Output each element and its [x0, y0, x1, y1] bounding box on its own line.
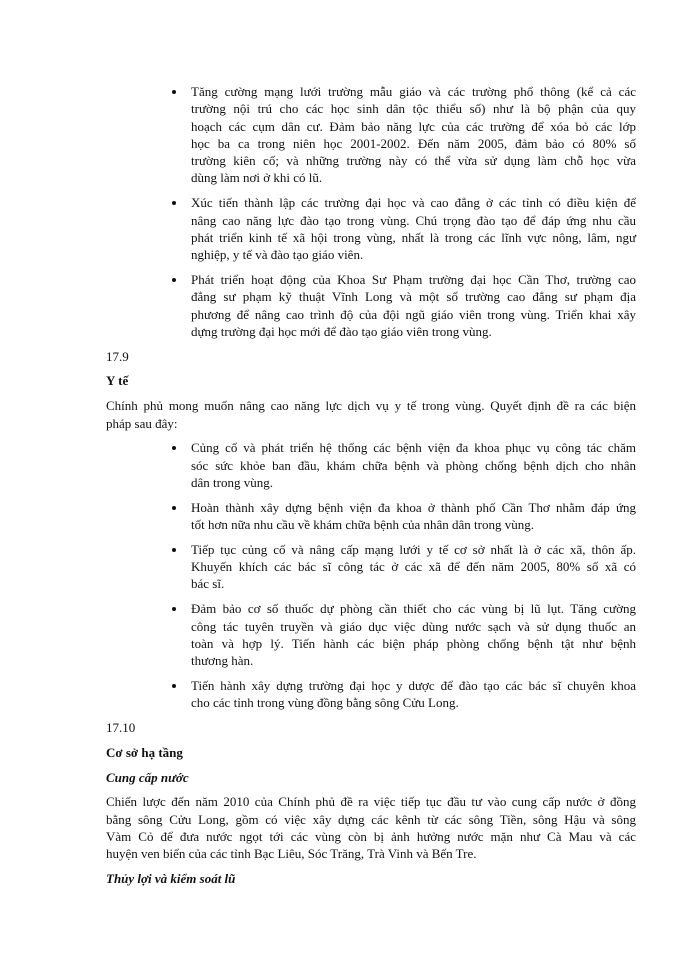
text-line: cho các tỉnh trong vùng đồng bằng sông Cửu Long. [191, 695, 459, 711]
text-line: trường kiên cố; và những trường này có thể vừa sử dụng làm chỗ học vừa [191, 153, 636, 169]
subheading [106, 769, 636, 786]
text-line: đẳng sư phạm kỹ thuật Vĩnh Long và một số trường cao đẳng sư phạm địa [191, 289, 636, 305]
bullet-item [191, 677, 636, 712]
text-line: 17.10 [106, 720, 136, 735]
text-line: Chính phủ mong muốn nâng cao năng lực dịch vụ y tế trong vùng. Quyết định đề ra các biện [106, 398, 636, 414]
text-line: nâng cao năng lực đào tạo trong vùng. Chú trọng đào tạo để đáp ứng nhu cầu [191, 212, 636, 228]
text-line: Khuyến khích các bác sĩ công tác ở các xã để đến năm 2005, 80% số xã có [191, 559, 636, 575]
text-line: hoạch các cụm dân cư. Đảm bảo năng lực của các trường để xóa bỏ các lớp [191, 118, 636, 134]
text-line: sóc sức khỏe ban đầu, khám chữa bệnh và phòng chống bệnh dịch cho nhân [191, 457, 636, 473]
text-line: dựng trường đại học mới để đào tạo giáo viên trong vùng. [191, 323, 492, 339]
bullet-item [191, 194, 636, 263]
text-line: toàn và hợp lý. Tiến hành các biện pháp phòng chống bệnh tật như bệnh [191, 635, 636, 651]
text-line: huyện ven biển của các tỉnh Bạc Liêu, Sóc Trăng, Trà Vinh và Bến Tre. [106, 846, 477, 862]
section-number [106, 719, 636, 736]
text-line: Tiếp tục củng cố và nâng cấp mạng lưới y tế cơ sở nhất là ở các xã, thôn ấp. [191, 541, 636, 557]
bullet-item [191, 439, 636, 491]
text-line: dân trong vùng. [191, 474, 273, 490]
text-line: bằng sông Cửu Long, gồm có việc xây dựng các kênh từ các sông Tiền, sông Hậu và sông [106, 811, 636, 827]
text-line: học ba ca trong niên học 2001-2002. Đến năm 2005, đảm bảo có 80% số [191, 135, 636, 151]
bullet-icon [172, 90, 176, 94]
text-line: Thủy lợi và kiểm soát lũ [106, 871, 236, 887]
bullet-icon [172, 278, 176, 282]
text-line: Hoàn thành xây dựng bệnh viện đa khoa ở thành phố Cần Thơ nhằm đáp ứng [191, 499, 636, 515]
text-line: thương hàn. [191, 653, 254, 669]
bullet-icon [172, 446, 176, 450]
text-line: phương để nâng cao trình độ của đội ngũ giáo viên trong vùng. Triển khai xây [191, 306, 636, 322]
bullet-icon [172, 548, 176, 552]
document-page [106, 83, 636, 895]
subheading [106, 870, 636, 887]
text-line: Đảm bảo cơ số thuốc dự phòng cần thiết cho các vùng bị lũ lụt. Tăng cường [191, 601, 636, 617]
bullet-item [191, 83, 636, 187]
text-line: Cơ sở hạ tầng [106, 744, 183, 760]
paragraph [106, 397, 636, 432]
text-line: pháp sau đây: [106, 415, 178, 431]
text-line: Tăng cường mạng lưới trường mẫu giáo và các trường phổ thông (kể cả các [191, 84, 636, 99]
text-line: công tác tuyên truyền và giáo dục việc dùng nước sạch và sử dụng thuốc an [191, 618, 636, 634]
text-line: Phát triển hoạt động của Khoa Sư Phạm trường đại học Cần Thơ, trường cao [191, 271, 636, 287]
text-line: 17.9 [106, 348, 129, 364]
paragraph [106, 793, 636, 862]
text-line: trường nội trú cho các học sinh dân tộc thiểu số) như là bộ phận của quy [191, 101, 636, 117]
heading [106, 372, 636, 389]
text-line: Y tế [106, 373, 129, 389]
bullet-icon [172, 201, 176, 205]
bullet-icon [172, 684, 176, 688]
text-line: Vàm Cỏ để đưa nước ngọt tới các vùng còn bị ảnh hưởng nước mặn như Cà Mau và các [106, 828, 636, 844]
bullet-item [191, 600, 636, 669]
heading [106, 744, 636, 761]
bullet-item [191, 499, 636, 534]
section-number [106, 348, 636, 365]
text-line: Cung cấp nước [106, 769, 189, 785]
text-line: bác sĩ. [191, 576, 225, 592]
text-line: Củng cố và phát triển hệ thống các bệnh viện đa khoa phục vụ công tác chăm [191, 440, 636, 456]
text-line: nghiệp, y tế và đào tạo giáo viên. [191, 247, 364, 263]
bullet-item [191, 271, 636, 340]
bullet-item [191, 541, 636, 593]
text-line: dùng làm nơi ở khi có lũ. [191, 170, 323, 186]
text-line: tốt hơn nữa nhu cầu về khám chữa bệnh của nhân dân trong vùng. [191, 517, 534, 533]
text-line: Chiến lược đến năm 2010 của Chính phủ đề ra việc tiếp tục đầu tư vào cung cấp nước ở đồng [106, 794, 636, 810]
text-line: Xúc tiến thành lập các trường đại học và cao đẳng ở các tỉnh có điều kiện để [191, 195, 636, 211]
text-line: Tiến hành xây dựng trường đại học y dược để đào tạo các bác sĩ chuyên khoa [191, 677, 636, 693]
bullet-icon [172, 506, 176, 510]
bullet-icon [172, 607, 176, 611]
text-line: phát triển kinh tế xã hội trong vùng, nhất là trong các lĩnh vực nông, lâm, ngư [191, 229, 636, 245]
